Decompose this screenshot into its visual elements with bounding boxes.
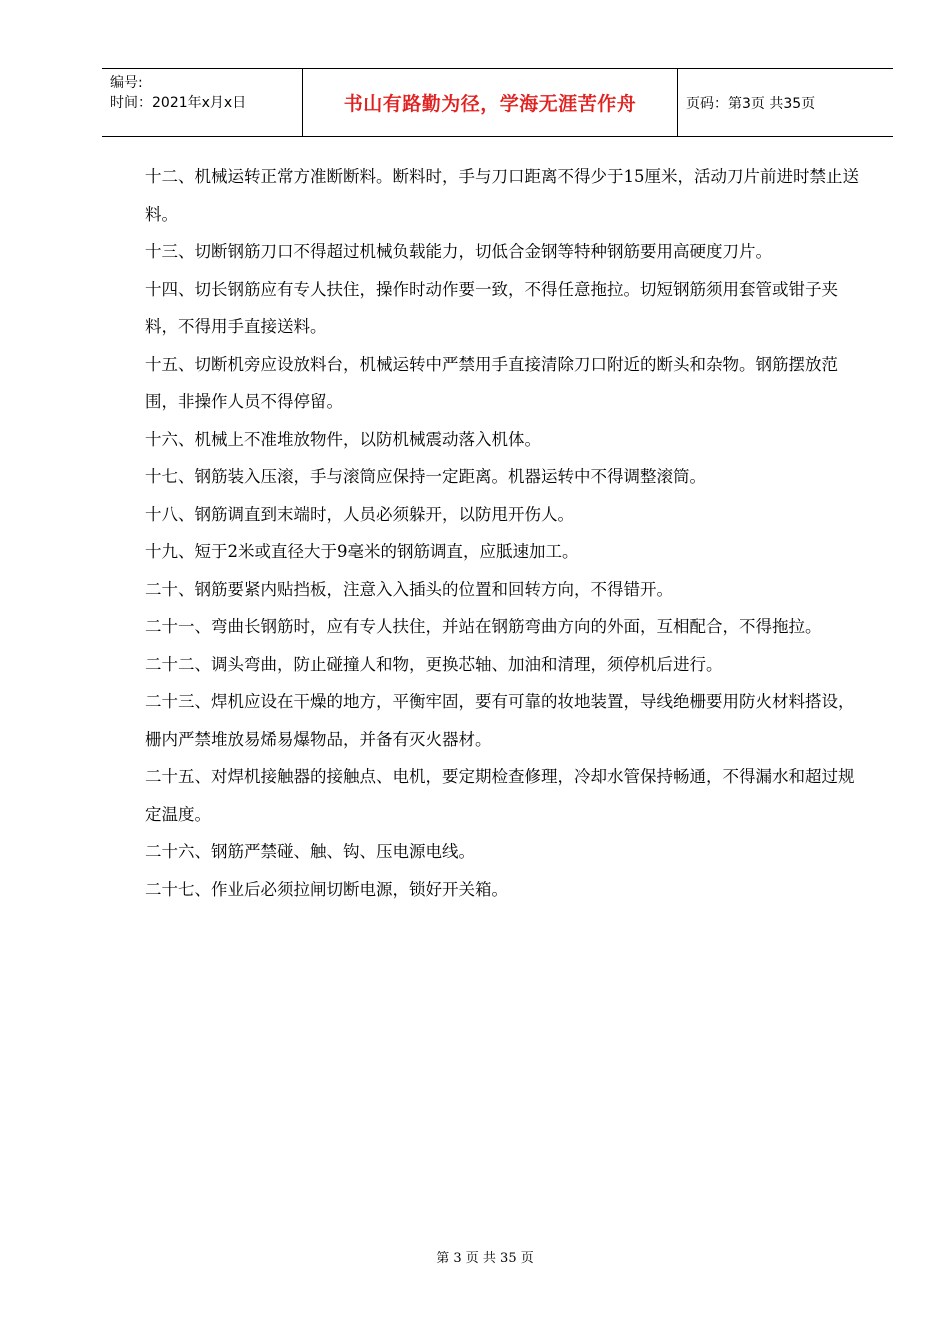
paragraph-14: 十四、切长钢筋应有专人扶住，操作时动作要一致，不得任意拖拉。切短钢筋须用套管或钳子夹料，不得用手直接送料。 [145, 279, 838, 336]
page-footer [0, 1247, 950, 1266]
number-label: 编号: [110, 75, 143, 91]
paragraph-20: 二十、钢筋要紧内贴挡板，注意入入插头的位置和回转方向，不得错开。 [145, 579, 673, 599]
paragraph-22: 二十二、调头弯曲，防止碰撞人和物，更换芯轴、加油和清理，须停机后进行。 [145, 654, 723, 674]
time-label: 时间：2021年x月x日 [110, 95, 247, 111]
paragraph-12: 十二、机械运转正常方准断断料。断料时，手与刀口距离不得少于15厘米，活动刀片前进时禁止送料。 [145, 167, 859, 224]
paragraph-17: 十七、钢筋装入压滚，手与滚筒应保持一定距离。机器运转中不得调整滚筒。 [145, 467, 706, 486]
paragraph-25: 二十五、对焊机接触器的接触点、电机，要定期检查修理，冷却水管保持畅通，不得漏水和超过规定温度。 [145, 767, 855, 824]
paragraph-21: 二十一、弯曲长钢筋时，应有专人扶住，并站在钢筋弯曲方向的外面，互相配合，不得拖拉。 [145, 617, 822, 636]
paragraph-19: 十九、短于2米或直径大于9毫米的钢筋调直，应胝速加工。 [145, 542, 579, 561]
paragraph-26: 二十六、钢筋严禁碰、触、钩、压电源电线。 [145, 842, 475, 861]
paragraph-18: 十八、钢筋调直到末端时，人员必须躲开，以防甩开伤人。 [145, 504, 574, 524]
header-motto: 书山有路勤为径，学海无涯苦作舟 [303, 69, 678, 136]
header-meta [102, 69, 303, 136]
document-body [145, 158, 870, 908]
paragraph-15: 十五、切断机旁应设放料台，机械运转中严禁用手直接清除刀口附近的断头和杂物。钢筋摆放范围，非操作人员不得停留。 [145, 354, 838, 411]
paragraph-23: 二十三、焊机应设在干燥的地方，平衡牢固，要有可靠的妆地装置，导线绝栅要用防火材料搭设，栅内严禁堆放易烯易爆物品，并备有灭火器材。 [145, 692, 855, 749]
paragraph-13: 十三、切断钢筋刀口不得超过机械负载能力，切低合金钢等特种钢筋要用高硬度刀片。 [145, 242, 772, 261]
document-header [102, 68, 893, 137]
header-page-info: 页码：第3页 共35页 [686, 95, 816, 112]
paragraph-27: 二十七、作业后必须拉闸切断电源，锁好开关箱。 [145, 879, 508, 899]
footer-page-number: 第 3 页 共 35 页 [436, 1251, 534, 1266]
paragraph-16: 十六、机械上不准堆放物件，以防机械震动落入机体。 [145, 429, 541, 449]
